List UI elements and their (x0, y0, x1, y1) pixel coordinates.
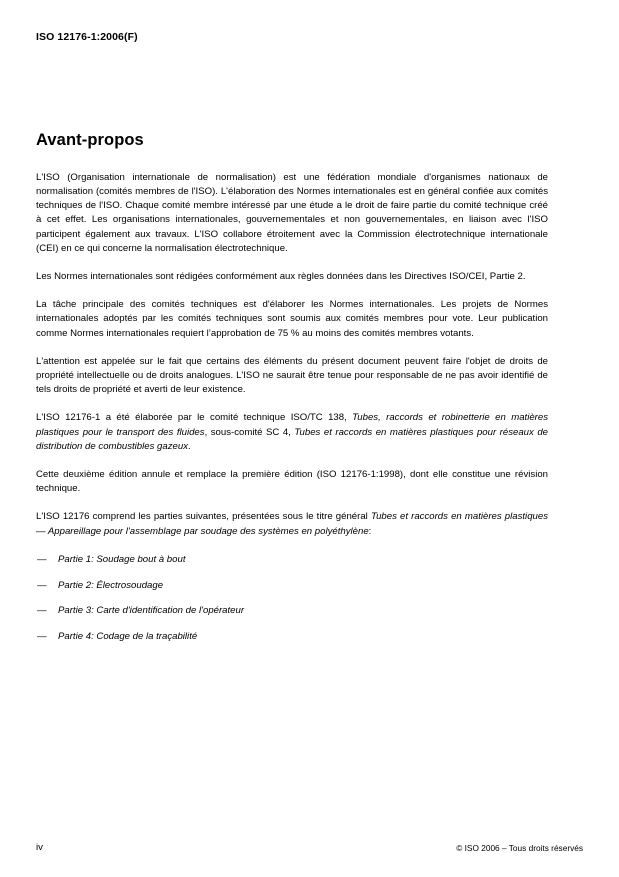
committee-text-mid: , sous-comité SC 4, (204, 426, 295, 438)
committee-title-sc4: Tubes et raccords en matières plastiques pour réseaux de distribution de combustibles gazeux (36, 426, 548, 452)
em-dash-bullet-icon: — (37, 553, 47, 565)
list-item-label: Partie 2: Électrosoudage (58, 579, 164, 591)
list-item (36, 579, 548, 593)
committee-title-tc138: Tubes, raccords et robinetterie en matières plastiques pour le transport des fluides (36, 412, 548, 438)
copyright-notice: © ISO 2006 – Tous droits réservés (456, 843, 583, 853)
paragraph-directives: Les Normes internationales sont rédigées conformément aux règles données dans les Directives ISO/CEI, Partie 2. (36, 271, 526, 283)
page-content (36, 131, 548, 656)
page-number: iv (36, 842, 43, 853)
em-dash-bullet-icon: — (37, 605, 47, 617)
section-title: Avant-propos (36, 131, 144, 149)
page-footer (36, 841, 583, 855)
parts-general-title: Tubes et raccords en matières plastiques — Appareillage pour l'assemblage par soudage des systèmes en polyéthylène (36, 511, 548, 537)
paragraph-edition-notice: Cette deuxième édition annule et remplace la première édition (ISO 12176-1:1998), dont elle constitue une révision technique. (36, 469, 548, 495)
committee-text-end: . (188, 440, 191, 452)
paragraph-parts-intro (36, 510, 548, 538)
list-item-label: Partie 1: Soudage bout à bout (58, 553, 186, 565)
parts-intro-lead: L'ISO 12176 comprend les parties suivantes, présentées sous le titre général (36, 511, 371, 523)
parts-intro-colon: : (368, 525, 372, 537)
running-head: ISO 12176-1:2006(F) (36, 31, 138, 43)
paragraph-voting: La tâche principale des comités techniques est d'élaborer les Normes internationales. Les projets de Normes internationales adoptés par les comités techniques sont soumis aux comités membres pour vote. Leur publication comme Normes internationales requiert l’approbation de 75 % au moins des comités membres votants. (36, 299, 548, 339)
list-item (36, 630, 548, 644)
list-item-label: Partie 3: Carte d'identification de l'opérateur (58, 605, 245, 617)
list-item (36, 553, 548, 567)
paragraph-iso-definition: L'ISO (Organisation internationale de normalisation) est une fédération mondiale d'organismes nationaux de normalisation (comités membres de l'ISO). L'élaboration des Normes internationales est en général confiée aux comités techniques de l'ISO. Chaque comité membre intéressé par une étude a le droit de faire partie du comité technique créé à cet effet. Les organisations internationales, gouvernementales et non gouvernementales, en liaison avec l'ISO participent également aux travaux. L'ISO collabore étroitement avec la Commission électrotechnique internationale (CEI) en ce qui concerne la normalisation électrotechnique. (36, 171, 548, 254)
em-dash-bullet-icon: — (37, 579, 47, 591)
list-item (36, 604, 548, 618)
paragraph-patent-rights: L'attention est appelée sur le fait que certains des éléments du présent document peuvent faire l'objet de droits de propriété intellectuelle ou de droits analogues. L'ISO ne saurait être tenue pour responsable de ne pas avoir identifié de tels droits de propriété et averti de leur existence. (36, 355, 548, 396)
parts-list (36, 553, 548, 644)
em-dash-bullet-icon: — (37, 630, 47, 642)
committee-text-lead: L'ISO 12176-1 a été élaborée par le comité technique ISO/TC 138, (36, 412, 353, 424)
list-item-label: Partie 4: Codage de la traçabilité (58, 630, 198, 642)
paragraph-committee (36, 411, 548, 454)
